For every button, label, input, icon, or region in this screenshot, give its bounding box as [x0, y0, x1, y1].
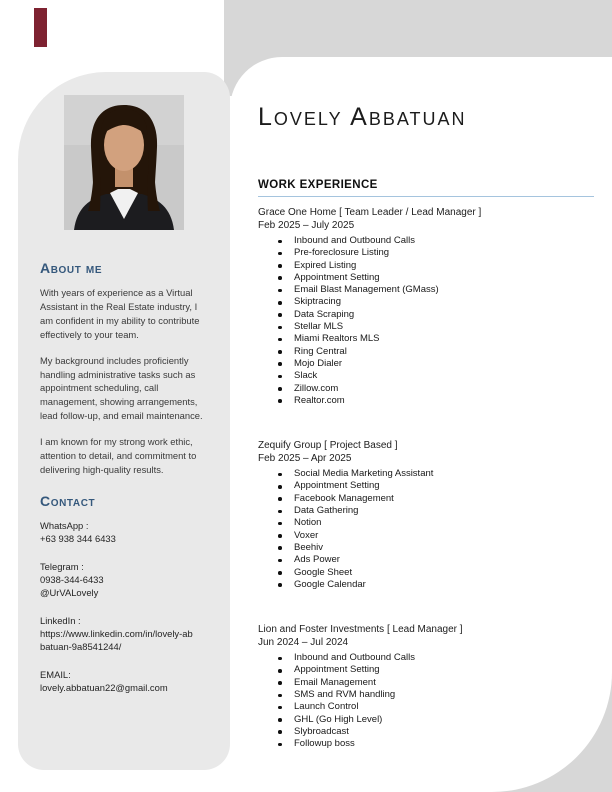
- job-bullet-list: [258, 652, 594, 750]
- job-dates: Feb 2025 – Apr 2025: [258, 453, 352, 465]
- job-bullet-item: [258, 726, 594, 738]
- bullet-icon: [278, 264, 282, 268]
- job-bullet-item: [258, 542, 594, 554]
- job-bullet-item: [258, 284, 594, 296]
- bullet-text: Email Blast Management (GMass): [294, 284, 439, 296]
- job-entry: [258, 623, 594, 750]
- bullet-text: Mojo Dialer: [294, 357, 343, 369]
- job-bullet-item: [258, 247, 594, 259]
- job-bullet-item: [258, 346, 594, 358]
- job-bullet-item: [258, 530, 594, 542]
- bullet-icon: [278, 362, 282, 366]
- contact-value: 0938-344-6433: [40, 573, 104, 585]
- bullet-text: Appointment Setting: [294, 664, 380, 676]
- about-paragraphs: [40, 286, 212, 477]
- bullet-text: Google Calendar: [294, 578, 366, 590]
- job-bullet-item: [258, 370, 594, 382]
- bullet-icon: [278, 313, 282, 317]
- bullet-text: GHL (Go High Level): [294, 713, 383, 725]
- bullet-icon: [278, 743, 282, 747]
- job-bullet-item: [258, 260, 594, 272]
- bullet-text: Notion: [294, 517, 322, 529]
- bullet-text: Ads Power: [294, 554, 340, 566]
- bullet-icon: [278, 473, 282, 477]
- contact-label: LinkedIn :: [40, 614, 81, 626]
- contact-entry: [40, 614, 212, 653]
- job-dates: Jun 2024 – Jul 2024: [258, 637, 349, 649]
- contact-section: [40, 493, 212, 694]
- job-bullet-item: [258, 296, 594, 308]
- bullet-text: Data Scraping: [294, 308, 355, 320]
- contact-label: EMAIL:: [40, 668, 71, 680]
- bullet-text: Miami Realtors MLS: [294, 333, 380, 345]
- contact-heading: Contact: [40, 492, 96, 509]
- job-entry: [258, 439, 594, 591]
- bullet-icon: [278, 276, 282, 280]
- job-bullet-item: [258, 689, 594, 701]
- bullet-text: Launch Control: [294, 701, 359, 713]
- bullet-text: Inbound and Outbound Calls: [294, 235, 415, 246]
- bullet-text: Beehiv: [294, 541, 324, 553]
- contact-value: +63 938 344 6433: [40, 532, 116, 544]
- job-bullet-item: [258, 567, 594, 579]
- contact-value: https://www.linkedin.com/in/lovely-ab: [40, 627, 193, 639]
- job-bullet-item: [258, 333, 594, 345]
- about-paragraph: I am known for my strong work ethic, attention to detail, and commitment to delivering high-quality results.: [40, 436, 197, 475]
- bullet-text: Social Media Marketing Assistant: [294, 468, 434, 480]
- job-bullet-item: [258, 480, 594, 492]
- contact-entry: [40, 668, 212, 694]
- bullet-icon: [278, 730, 282, 734]
- bullet-icon: [278, 669, 282, 673]
- page-title: Lovely Abbatuan: [258, 103, 467, 131]
- bullet-text: Google Sheet: [294, 566, 353, 578]
- contact-label: WhatsApp :: [40, 519, 89, 531]
- bullet-icon: [278, 546, 282, 550]
- job-bullet-item: [258, 714, 594, 726]
- bullet-text: Skiptracing: [294, 296, 341, 308]
- bullet-icon: [278, 657, 282, 661]
- bullet-text: Appointment Setting: [294, 271, 380, 283]
- sidebar-panel: [18, 72, 230, 770]
- job-bullet-item: [258, 677, 594, 689]
- contact-entries: [40, 519, 212, 694]
- bullet-icon: [278, 399, 282, 403]
- main-content-panel: [230, 57, 612, 792]
- bullet-icon: [278, 681, 282, 685]
- contact-entry: [40, 519, 212, 545]
- bullet-icon: [278, 326, 282, 330]
- bullet-text: Inbound and Outbound Calls: [294, 652, 415, 664]
- bullet-text: Slybroadcast: [294, 725, 349, 737]
- red-accent-bar: [34, 8, 47, 47]
- job-bullet-item: [258, 738, 594, 750]
- bullet-text: Facebook Management: [294, 492, 394, 504]
- profile-photo: [64, 95, 184, 230]
- bullet-icon: [278, 375, 282, 379]
- contact-value: @UrVALovely: [40, 586, 99, 598]
- bullet-text: Pre-foreclosure Listing: [294, 247, 390, 259]
- job-entry: [258, 206, 594, 407]
- job-bullet-item: [258, 652, 594, 664]
- job-dates: Feb 2025 – July 2025: [258, 220, 355, 231]
- bullet-icon: [278, 571, 282, 575]
- bullet-icon: [278, 252, 282, 256]
- bullet-icon: [278, 534, 282, 538]
- bullet-text: Realtor.com: [294, 394, 345, 406]
- job-bullet-item: [258, 701, 594, 713]
- job-bullet-item: [258, 517, 594, 529]
- bullet-text: Voxer: [294, 529, 319, 541]
- job-bullet-item: [258, 235, 594, 247]
- bullet-icon: [278, 559, 282, 563]
- bullet-icon: [278, 240, 282, 244]
- job-bullet-item: [258, 493, 594, 505]
- job-bullet-item: [258, 579, 594, 591]
- bullet-icon: [278, 583, 282, 587]
- bullet-icon: [278, 706, 282, 710]
- jobs: [258, 206, 594, 751]
- bullet-icon: [278, 485, 282, 489]
- bullet-text: Slack: [294, 370, 318, 382]
- job-title: Zequify Group [ Project Based ]: [258, 440, 398, 452]
- bullet-icon: [278, 694, 282, 698]
- job-bullet-list: [258, 235, 594, 407]
- contact-value: batuan-9a8541244/: [40, 640, 122, 652]
- bullet-icon: [278, 338, 282, 342]
- about-paragraph: My background includes proficiently handling administrative tasks such as appointment scheduling, call management, showing arrangements, lead follow-up, and email maintenance.: [40, 354, 203, 422]
- job-title: Lion and Foster Investments [ Lead Manager ]: [258, 624, 463, 636]
- job-bullet-item: [258, 395, 594, 407]
- bullet-text: Ring Central: [294, 345, 347, 357]
- bullet-icon: [278, 718, 282, 722]
- job-bullet-item: [258, 272, 594, 284]
- job-bullet-item: [258, 505, 594, 517]
- bullet-text: Stellar MLS: [294, 321, 344, 333]
- bullet-icon: [278, 350, 282, 354]
- bullet-icon: [278, 301, 282, 305]
- bullet-icon: [278, 387, 282, 391]
- bullet-text: Expired Listing: [294, 259, 357, 271]
- bullet-text: Email Management: [294, 676, 376, 688]
- bullet-icon: [278, 522, 282, 526]
- about-paragraph: With years of experience as a Virtual Assistant in the Real Estate industry, I am confident in my ability to contribute effectively to your team.: [40, 287, 200, 340]
- job-bullet-item: [258, 468, 594, 480]
- bullet-text: Appointment Setting: [294, 480, 380, 492]
- portrait-photo-icon: [64, 95, 184, 230]
- contact-entry: [40, 560, 212, 599]
- job-bullet-item: [258, 309, 594, 321]
- job-bullet-item: [258, 383, 594, 395]
- bullet-text: Data Gathering: [294, 505, 359, 517]
- contact-label: Telegram :: [40, 560, 84, 572]
- bullet-text: SMS and RVM handling: [294, 689, 396, 701]
- contact-value: lovely.abbatuan22@gmail.com: [40, 681, 168, 693]
- bullet-text: Followup boss: [294, 738, 355, 750]
- about-section: [40, 260, 212, 477]
- bullet-icon: [278, 510, 282, 514]
- job-bullet-list: [258, 468, 594, 591]
- about-heading: About me: [40, 260, 103, 276]
- bullet-text: Zillow.com: [294, 382, 339, 394]
- bullet-icon: [278, 289, 282, 293]
- work-experience-heading: WORK EXPERIENCE: [258, 179, 594, 197]
- job-bullet-item: [258, 664, 594, 676]
- job-bullet-item: [258, 358, 594, 370]
- job-bullet-item: [258, 554, 594, 566]
- bullet-icon: [278, 497, 282, 501]
- job-bullet-item: [258, 321, 594, 333]
- job-title: Grace One Home [ Team Leader / Lead Manager ]: [258, 207, 482, 218]
